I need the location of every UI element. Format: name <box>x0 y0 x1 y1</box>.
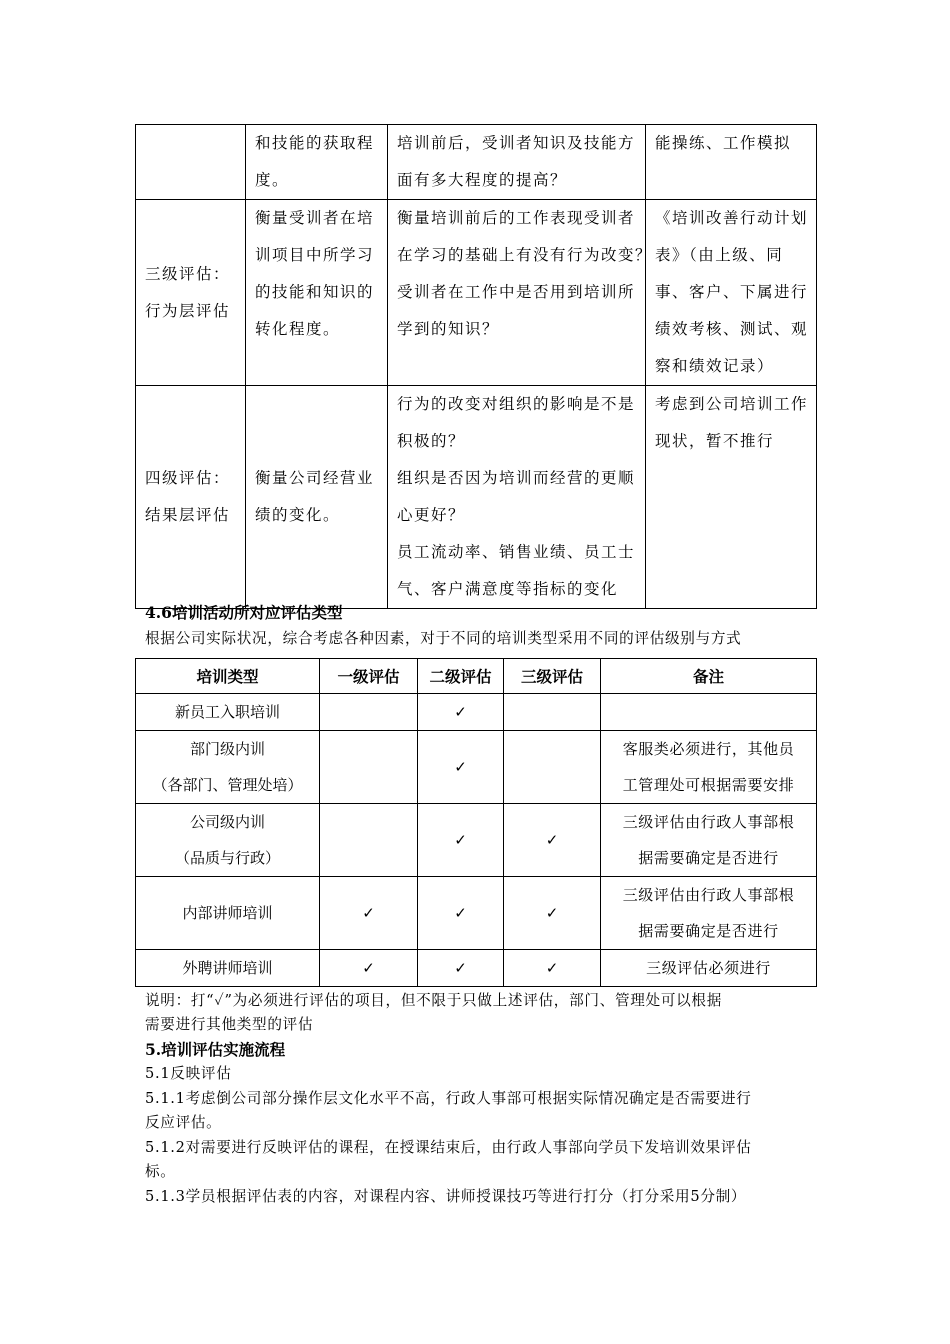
table-row <box>136 125 817 200</box>
training-type-cell: 公司级内训 （品质与行政） <box>136 804 320 877</box>
level1-check <box>320 804 418 877</box>
level2-check: ✓ <box>418 694 504 731</box>
training-type-cell: 部门级内训 （各部门、管理处培） <box>136 731 320 804</box>
level1-check: ✓ <box>320 950 418 987</box>
note-cell: 三级评估由行政人事部根 据需要确定是否进行 <box>601 804 817 877</box>
note-cell: 三级评估由行政人事部根 据需要确定是否进行 <box>601 877 817 950</box>
column-header: 培训类型 <box>136 659 320 694</box>
training-evaluation-type-table <box>135 658 817 987</box>
section-heading-4-6: 4.6培训活动所对应评估类型 <box>145 603 343 622</box>
method-cell: 《培训改善行动计划 表》（由上级、同 事、客户、下属进行 绩效考核、测试、观 察和绩效记录） <box>646 200 817 386</box>
column-header: 二级评估 <box>418 659 504 694</box>
training-type-cell: 新员工入职培训 <box>136 694 320 731</box>
paragraph-5-1-3: 5.1.3学员根据评估表的内容，对课程内容、讲师授课技巧等进行打分（打分采用5分制） <box>145 1188 747 1205</box>
question-cell: 衡量培训前后的工作表现受训者 在学习的基础上有没有行为改变？ 受训者在工作中是否用到培训所 学到的知识？ <box>388 200 646 386</box>
table-row <box>136 877 817 950</box>
level1-check: ✓ <box>320 877 418 950</box>
table-row <box>136 804 817 877</box>
note-cell <box>601 694 817 731</box>
level1-check <box>320 731 418 804</box>
note-cell: 三级评估必须进行 <box>601 950 817 987</box>
level3-check <box>504 731 601 804</box>
question-cell: 培训前后，受训者知识及技能方 面有多大程度的提高？ <box>388 125 646 200</box>
level-cell: 三级评估： 行为层评估 <box>136 200 246 386</box>
section-heading-5: 5.培训评估实施流程 <box>145 1040 286 1059</box>
subsection-5-1: 5.1反映评估 <box>145 1065 232 1082</box>
training-type-cell: 内部讲师培训 <box>136 877 320 950</box>
table-row <box>136 200 817 386</box>
level3-check <box>504 694 601 731</box>
paragraph-5-1-1: 5.1.1考虑倒公司部分操作层文化水平不高，行政人事部可根据实际情况确定是否需要进行 <box>145 1090 752 1107</box>
paragraph-5-1-2: 5.1.2对需要进行反映评估的课程，在授课结束后，由行政人事部向学员下发培训效果评估 <box>145 1139 752 1156</box>
section-intro: 根据公司实际状况，综合考虑各种因素，对于不同的培训类型采用不同的评估级别与方式 <box>145 630 742 647</box>
column-header: 三级评估 <box>504 659 601 694</box>
evaluation-level-table <box>135 124 817 609</box>
table-row <box>136 694 817 731</box>
table-note-line: 说明：打“✓”为必须进行评估的项目，但不限于只做上述评估，部门、管理处可以根据 <box>145 992 723 1009</box>
level2-check: ✓ <box>418 804 504 877</box>
level3-check: ✓ <box>504 950 601 987</box>
level1-check <box>320 694 418 731</box>
note-cell: 客服类必须进行，其他员 工管理处可根据需要安排 <box>601 731 817 804</box>
level2-check: ✓ <box>418 950 504 987</box>
paragraph-5-1-2-cont: 标。 <box>145 1163 176 1180</box>
method-cell: 考虑到公司培训工作 现状，暂不推行 <box>646 386 817 609</box>
level-cell <box>136 125 246 200</box>
level2-check: ✓ <box>418 731 504 804</box>
level2-check: ✓ <box>418 877 504 950</box>
paragraph-5-1-1-cont: 反应评估。 <box>145 1114 222 1131</box>
level3-check: ✓ <box>504 804 601 877</box>
purpose-cell: 衡量公司经营业 绩的变化。 <box>246 386 388 609</box>
table-row <box>136 386 817 609</box>
column-header: 一级评估 <box>320 659 418 694</box>
level3-check: ✓ <box>504 877 601 950</box>
level-cell: 四级评估： 结果层评估 <box>136 386 246 609</box>
purpose-cell: 和技能的获取程 度。 <box>246 125 388 200</box>
column-header: 备注 <box>601 659 817 694</box>
question-cell: 行为的改变对组织的影响是不是 积极的？ 组织是否因为培训而经营的更顺 心更好？ 员工流动率、销售业绩、员工士 气、客户满意度等指标的变化 <box>388 386 646 609</box>
table-header-row <box>136 659 817 694</box>
table-row <box>136 950 817 987</box>
table-note-line: 需要进行其他类型的评估 <box>145 1016 314 1033</box>
table-row <box>136 731 817 804</box>
method-cell: 能操练、工作模拟 <box>646 125 817 200</box>
training-type-cell: 外聘讲师培训 <box>136 950 320 987</box>
purpose-cell: 衡量受训者在培 训项目中所学习 的技能和知识的 转化程度。 <box>246 200 388 386</box>
